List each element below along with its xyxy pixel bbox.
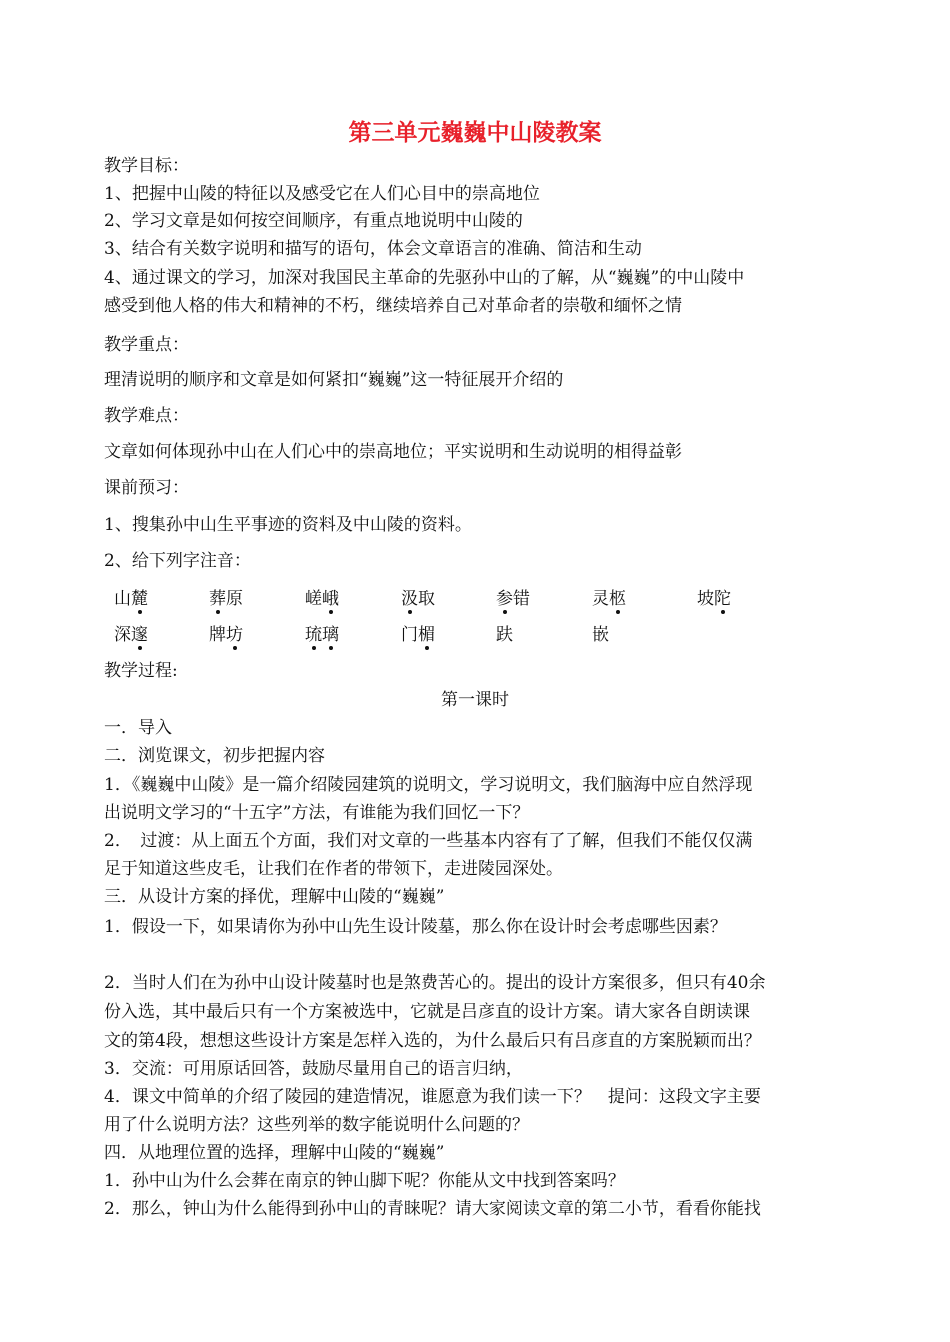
pinyin-word: 灵柩 (592, 589, 626, 609)
body-line: 四．从地理位置的选择，理解中山陵的“巍巍” (104, 1143, 445, 1163)
pinyin-word: 嵌 (592, 625, 609, 645)
difficult-heading: 教学难点： (104, 406, 189, 426)
pinyin-word: 参错 (496, 589, 530, 609)
process-heading: 教学过程: (104, 661, 178, 681)
preview-item-2: 2、给下列字注音： (104, 551, 251, 571)
objective-line: 3、结合有关数字说明和描写的语句，体会文章语言的准确、简洁和生动 (104, 239, 642, 259)
pinyin-word: 门楣 (401, 625, 435, 645)
objective-line: 1、把握中山陵的特征以及感受它在人们心目中的崇高地位 (104, 184, 540, 204)
body-line: 1．《巍巍中山陵》是一篇介绍陵园建筑的说明文，学习说明文，我们脑海中应自然浮现 (104, 775, 753, 795)
body-line: 一．导入 (104, 718, 172, 738)
pinyin-word: 嵯峨 (305, 589, 339, 609)
body-line: 文的第4段，想想这些设计方案是怎样入选的，为什么最后只有吕彦直的方案脱颖而出？ (104, 1031, 761, 1051)
body-line: 1．孙中山为什么会葬在南京的钟山脚下呢？你能从文中找到答案吗？ (104, 1171, 625, 1191)
difficult-text: 文章如何体现孙中山在人们心中的崇高地位；平实说明和生动说明的相得益彰 (104, 442, 682, 462)
document-title: 第三单元巍巍中山陵教案 (348, 120, 602, 146)
body-line: 三．从设计方案的择优，理解中山陵的“巍巍” (104, 887, 445, 907)
pinyin-word: 深邃 (114, 625, 148, 645)
preview-heading: 课前预习： (104, 478, 189, 498)
body-line: 二．浏览课文，初步把握内容 (104, 746, 325, 766)
pinyin-word: 趺 (496, 625, 513, 645)
body-line: 用了什么说明方法？这些列举的数字能说明什么问题的？ (104, 1115, 529, 1135)
body-line: 份入选，其中最后只有一个方案被选中，它就是吕彦直的设计方案。请大家各自朗读课 (104, 1002, 750, 1022)
body-line: 足于知道这些皮毛，让我们在作者的带领下，走进陵园深处。 (104, 859, 563, 879)
body-line: 出说明文学习的“十五字”方法，有谁能为我们回忆一下？ (104, 803, 530, 823)
objective-line: 4、通过课文的学习，加深对我国民主革命的先驱孙中山的了解，从“巍巍”的中山陵中 (104, 268, 745, 288)
key-text: 理清说明的顺序和文章是如何紧扣“巍巍”这一特征展开介绍的 (104, 370, 564, 390)
pinyin-word: 汲取 (401, 589, 435, 609)
key-heading: 教学重点： (104, 335, 189, 355)
pinyin-word: 坡陀 (697, 589, 731, 609)
body-line: 1．假设一下，如果请你为孙中山先生设计陵墓，那么你在设计时会考虑哪些因素？ (104, 917, 727, 937)
objective-line: 感受到他人格的伟大和精神的不朽，继续培养自己对革命者的崇敬和缅怀之情 (104, 296, 682, 316)
objectives-heading: 教学目标： (104, 156, 189, 176)
body-line: 2． 过渡：从上面五个方面，我们对文章的一些基本内容有了了解，但我们不能仅仅满 (104, 831, 753, 851)
body-line: 4．课文中简单的介绍了陵园的建造情况，谁愿意为我们读一下？ 提问：这段文字主要 (104, 1087, 761, 1107)
pinyin-word: 牌坊 (209, 625, 243, 645)
preview-item-1: 1、搜集孙中山生平事迹的资料及中山陵的资料。 (104, 515, 472, 535)
objective-line: 2、学习文章是如何按空间顺序，有重点地说明中山陵的 (104, 211, 523, 231)
body-line: 2．当时人们在为孙中山设计陵墓时也是煞费苦心的。提出的设计方案很多，但只有40余 (104, 973, 766, 993)
body-line: 2．那么，钟山为什么能得到孙中山的青睐呢？请大家阅读文章的第二小节，看看你能找 (104, 1199, 761, 1219)
pinyin-word: 山麓 (114, 589, 148, 609)
lesson-title: 第一课时 (441, 690, 509, 710)
pinyin-word: 琉璃 (305, 625, 339, 645)
body-line: 3．交流：可用原话回答，鼓励尽量用自己的语言归纳， (104, 1059, 523, 1079)
pinyin-word: 葬原 (209, 589, 243, 609)
